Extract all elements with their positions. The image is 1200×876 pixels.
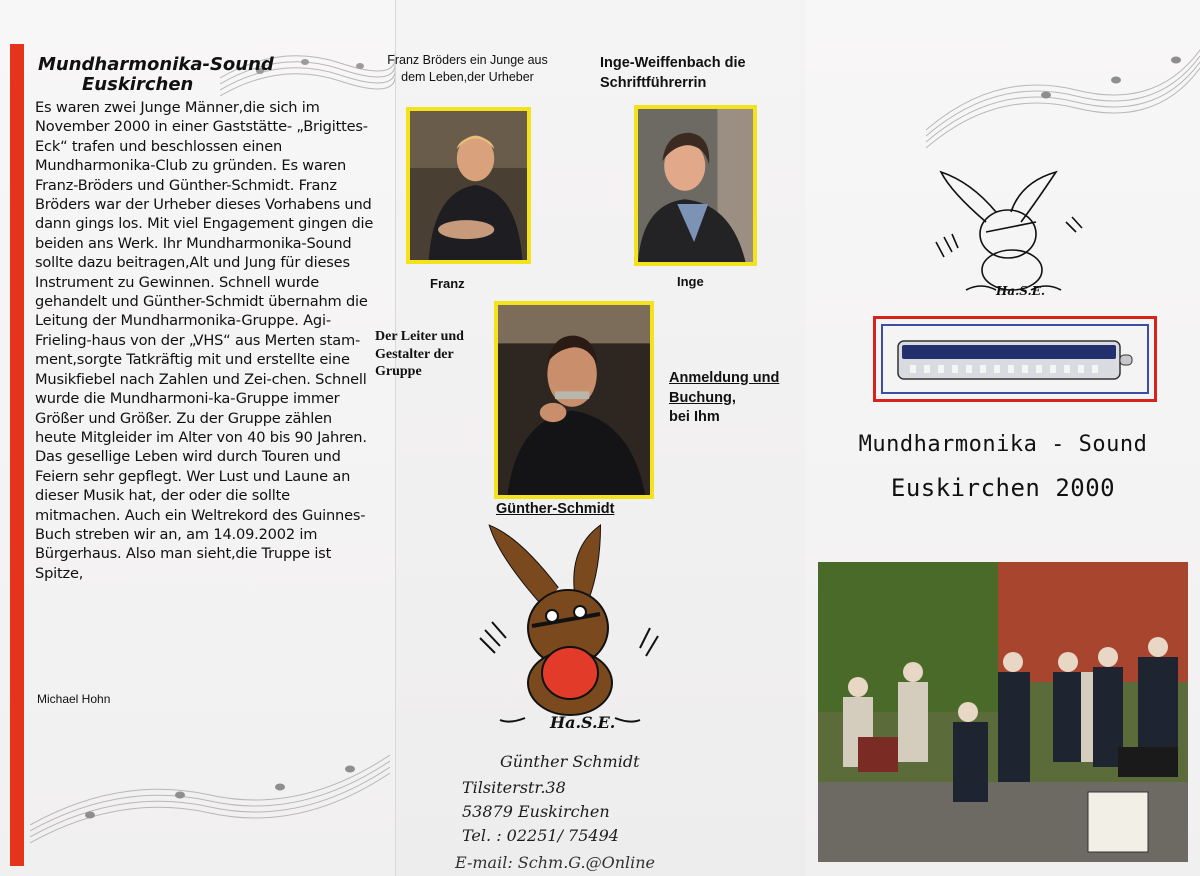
- right-title-line-2: Euskirchen 2000: [890, 474, 1116, 502]
- leader-caption: [375, 328, 464, 381]
- franz-caption: [365, 52, 570, 86]
- inge-caption-line-1: Inge-Weiffenbach die: [600, 55, 746, 71]
- inge-photo: [634, 105, 757, 266]
- contact-email: E-mail: Schm.G.@Online: [455, 853, 656, 872]
- right-title-line-1: Mundharmonika - Sound: [858, 432, 1148, 457]
- music-notes-decoration-right: [926, 40, 1200, 150]
- guenther-photo: [494, 301, 654, 499]
- leader-line-3: Gruppe: [375, 364, 422, 379]
- booking-line-1: Anmeldung und: [669, 370, 780, 386]
- inge-caption-line-2: Schriftführerrin: [600, 75, 707, 91]
- hase-logo-text-right: Ha.S.E.: [996, 284, 1046, 298]
- hase-rabbit-logo-outline: [926, 162, 1096, 302]
- contact-phone: Tel. : 02251/ 75494: [462, 826, 619, 845]
- title-line-1: Mundharmonika-Sound: [38, 54, 274, 75]
- franz-caption-line-2: dem Leben,der Urheber: [401, 70, 534, 84]
- inge-caption: [600, 53, 746, 93]
- leader-line-1: Der Leiter und: [375, 329, 464, 344]
- article-paragraph: Es waren zwei Junge Männer,die sich im November 2000 in einer Gaststätte- „Brigittes-Eck“ trafen und beschlossen einen Mundharmonika-Club zu gründen. Es waren Franz-Bröders und Günther-Schmidt. Franz Bröders war der Urheber dieses Vorhabens und dann gings los. Mit viel Engagement gingen die beiden ans Werk. Ihr Mundharmonika-Sound sollte dazu beitragen,Alt und Jung für dieses Instrument zu Gewinnen. Schnell wurde gehandelt und Günther-Schmidt übernahm die Leitung der Mundharmonika-Gruppe. Agi-Frieling-haus von der „VHS“ aus Merten stam-ment,sorgte Tatkräftig mit und erstellte eine Musikfiebel nach Zahlen und Zei-chen. Schnell wurde die Mundharmoni-ka-Gruppe immer Größer und Größer. Zu der Gruppe zählen heute Mitgleider im Alter von 40 bis 90 Jahren. Das gesellige Leben wird durch Touren und Feiern sehr gepflegt. Wer Lust und Laune an dieser Musik hat, der oder die sollte mitmachen. Auch ein Weltrekord des Guinnes-Buch streben wir an, am 14.09.2002 im Bürgerhaus. Also man sieht,die Truppe ist Spitze,: [35, 99, 374, 582]
- music-notes-decoration-bottom: [30, 735, 390, 845]
- booking-line-2: Buchung,: [669, 389, 736, 406]
- group-photo: [818, 562, 1188, 862]
- page-title: [38, 55, 274, 95]
- article-body: [35, 98, 375, 583]
- franz-photo: [406, 107, 531, 264]
- title-line-2: Euskirchen: [82, 74, 194, 95]
- harmonica-icon: [894, 331, 1134, 389]
- inge-name: Inge: [677, 274, 704, 289]
- author-name: Michael Hohn: [37, 692, 111, 706]
- left-panel: [0, 0, 395, 876]
- guenther-name: Günther-Schmidt: [496, 501, 615, 517]
- hase-rabbit-logo: [470, 518, 670, 740]
- harmonica-frame: [873, 316, 1157, 402]
- hase-logo-text: Ha.S.E.: [550, 713, 616, 732]
- booking-caption: [669, 369, 779, 428]
- franz-caption-line-1: Franz Bröders ein Junge aus: [387, 53, 548, 67]
- contact-name: Günther Schmidt: [500, 752, 640, 771]
- booking-line-3: bei Ihm: [669, 409, 720, 425]
- leader-line-2: Gestalter der: [375, 346, 454, 362]
- red-bar: [10, 44, 24, 866]
- franz-name: Franz: [430, 276, 465, 291]
- contact-street: Tilsiterstr.38: [462, 778, 566, 797]
- contact-city: 53879 Euskirchen: [462, 802, 610, 821]
